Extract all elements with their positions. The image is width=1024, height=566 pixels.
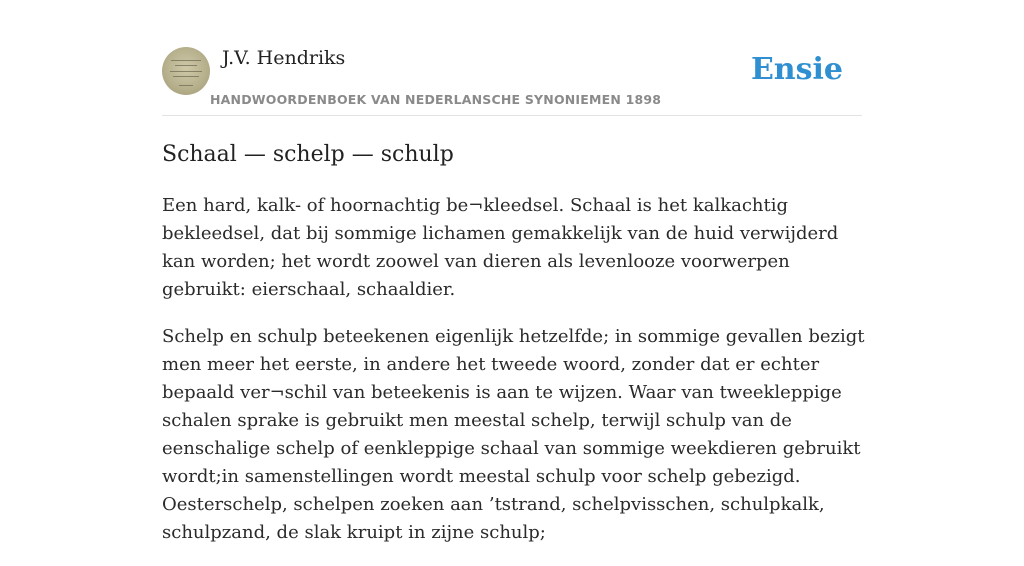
entry-paragraph: Schelp en schulp beteekenen eigenlijk hetzelfde; in sommige gevallen bezigt men meer het eerste, in andere het tweede woord, zonder dat er echter bepaald ver¬schil van beteekenis is aan te wijzen. Waar van tweekleppige schalen sprake is gebruikt men meestal schelp, terwijl schulp van de eenschalige schelp of eenkleppige schaal van sommige weekdieren gebruikt wordt;in samenstellingen wordt meestal schulp voor schelp gebezigd. Oesterschelp, schelpen zoeken aan ’tstrand, schelpvisschen, schulpkalk, schulpzand, de slak kruipt in zijne schulp; bbox=[162, 326, 865, 543]
entry-paragraph: Een hard, kalk- of hoornachtig be¬kleedsel. Schaal is het kalkachtig bekleedsel, dat bij sommige lichamen gemakkelijk van de huid verwijderd kan worden; het wordt zoowel van dieren als levenlooze voorwerpen gebruikt: eierschaal, schaaldier. bbox=[162, 195, 839, 300]
entry-title: Schaal — schelp — schulp bbox=[162, 142, 454, 167]
source-title[interactable]: HANDWOORDENBOEK VAN NEDERLANSCHE SYNONIEMEN 1898 bbox=[210, 92, 662, 107]
header bbox=[162, 46, 862, 116]
entry-body bbox=[162, 192, 866, 566]
header-divider bbox=[162, 115, 862, 116]
book-cover-avatar[interactable] bbox=[162, 47, 210, 95]
author-name[interactable]: J.V. Hendriks bbox=[222, 47, 346, 69]
brand-logo[interactable]: Ensie bbox=[750, 52, 843, 87]
